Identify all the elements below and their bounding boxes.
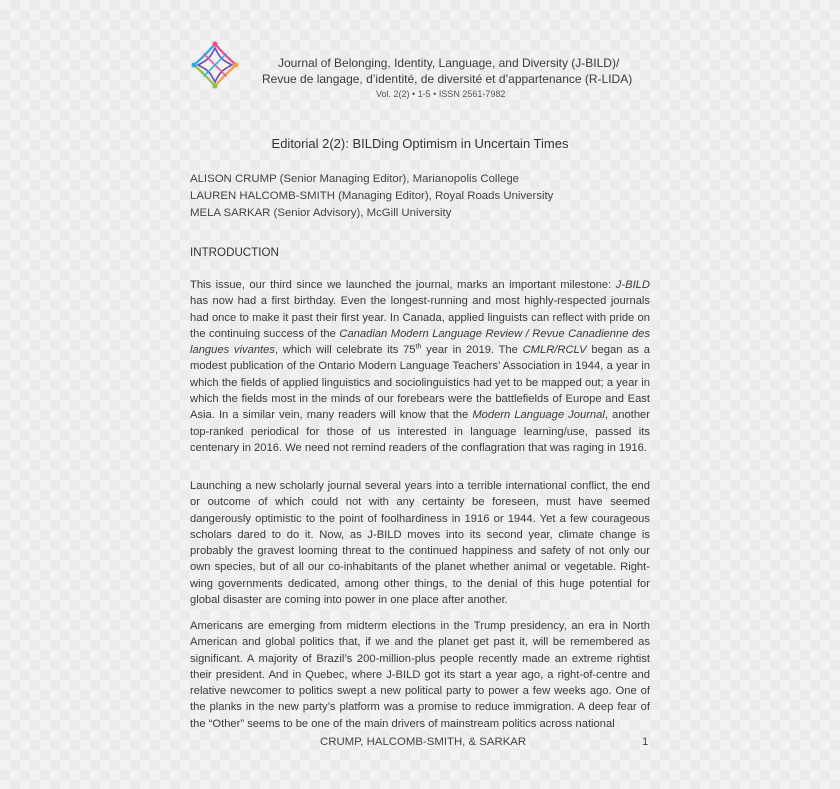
page-number: 1: [642, 736, 649, 748]
running-head: CRUMP, HALCOMB-SMITH, & SARKAR: [320, 736, 527, 748]
journal-issue-info: Vol. 2(2) • 1-5 • ISSN 2561-7982: [376, 89, 506, 99]
author-line: MELA SARKAR (Senior Advisory), McGill University: [190, 207, 452, 219]
journal-name-en: Journal of Belonging, Identity, Language, and Diversity (J-BILD)/: [278, 56, 620, 70]
paragraph: This issue, our third since we launched the journal, marks an important milestone: J-BILD has now had a first birthday. Even the longest-running and most highly-respected journals had once to make it past their first year. In Canada, applied linguists can reflect with pride on the continuing success of the Canadian Modern Language Review / Revue Canadienne des langues vivantes, which will celebrate its 75th year in 2019. The CMLR/RCLV began as a modest publication of the Ontario Modern Language Teachers’ Association in 1944, a year in which the fields of applied linguistics and sociolinguistics had yet to be mapped out; a year in which the fields most in the minds of our forebears were the battlefields of Europe and East Asia. In a similar vein, many readers will know that the Modern Language Journal, another top-ranked periodical for those of us interested in language learning/use, passed its centenary in 2016. We need not remind readers of the conflagration that was raging in 1916.: [190, 279, 650, 454]
journal-name-fr: Revue de langage, d’identité, de diversité et d’appartenance (R-LIDA): [262, 72, 633, 86]
body-text-area: [168, 0, 672, 754]
author-line: LAUREN HALCOMB-SMITH (Managing Editor), Royal Roads University: [190, 190, 554, 202]
document-page: [168, 0, 672, 789]
paragraph: Launching a new scholarly journal several years into a terrible international conflict, the end or outcome of which could not with any certainty be foreseen, must have seemed dangerously optimistic to the point of foolhardiness in 1916 or 1944. Yet a few courageous scholars dared to do it. Now, as J-BILD moves into its second year, climate change is probably the gravest looming threat to the continued happiness and safety of not only our own species, but of all our co-inhabitants of the planet whether animal or vegetable. Right-wing governments dedicated, among other things, to the denial of this huge potential for global disaster are coming into power in one place after another.: [190, 480, 650, 607]
section-heading: INTRODUCTION: [190, 246, 279, 259]
article-title: Editorial 2(2): BILDing Optimism in Uncertain Times: [271, 136, 569, 151]
author-line: ALISON CRUMP (Senior Managing Editor), Marianopolis College: [190, 173, 519, 185]
paragraph: Americans are emerging from midterm elections in the Trump presidency, an era in North American and global politics that, if we and the planet get past it, will be remembered as significant. A majority of Brazil’s 200-million-plus people recently made an extreme rightist their president. And in Quebec, where J-BILD got its start a year ago, a right-of-centre and relative newcomer to politics swept a new political party to power a few weeks ago. One of the planks in the new party’s platform was a promise to reduce immigration. A deep fear of the “Other” seems to be one of the main drivers of mainstream politics across national: [190, 620, 650, 730]
